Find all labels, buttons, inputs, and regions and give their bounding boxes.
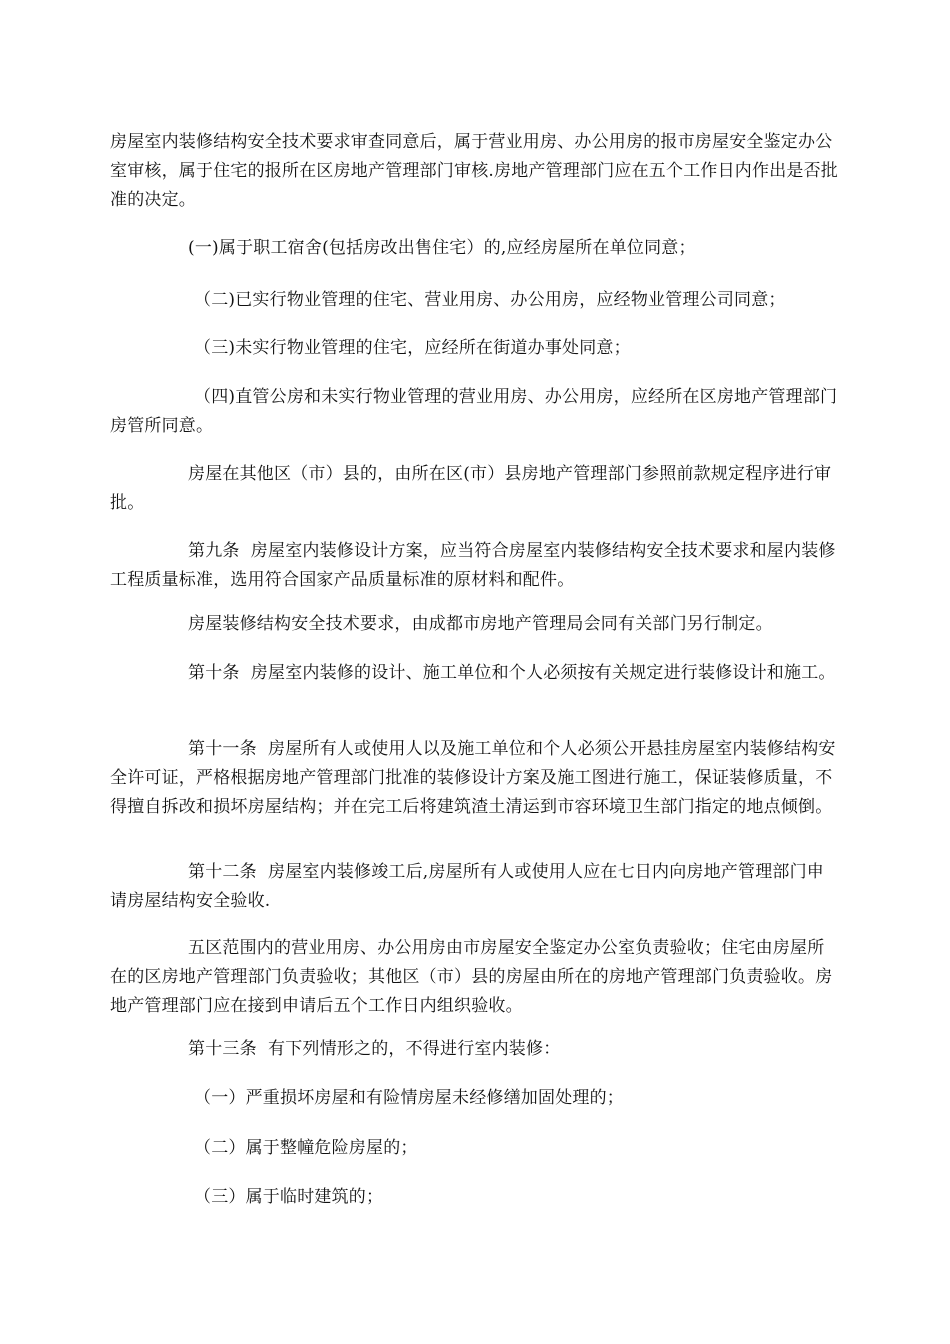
paragraph-article-11: 第十一条 房屋所有人或使用人以及施工单位和个人必须公开悬挂房屋室内装修结构安全许可证，严格根据房地产管理部门批准的装修设计方案及施工图进行施工，保证装修质量，不得擅自拆改和损坏房屋结构；并在完工后将建筑渣土清运到市容环境卫生部门指定的地点倾倒。	[110, 739, 836, 817]
paragraph-item-4: （四)直管公房和未实行物业管理的营业用房、办公用房，应经所在区房地产管理部门房管所同意。	[110, 387, 838, 436]
paragraph-article-10: 第十条 房屋室内装修的设计、施工单位和个人必须按有关规定进行装修设计和施工。	[188, 663, 836, 683]
paragraph-item-1: (一)属于职工宿舍(包括房改出售住宅）的,应经房屋所在单位同意；	[188, 238, 696, 258]
paragraph-item-2: （二)已实行物业管理的住宅、营业用房、办公用房，应经物业管理公司同意；	[194, 290, 786, 310]
paragraph-article-13: 第十三条 有下列情形之的，不得进行室内装修：	[188, 1039, 561, 1059]
paragraph-condition-3: （三）属于临时建筑的；	[194, 1187, 384, 1207]
paragraph-acceptance-responsibility: 五区范围内的营业用房、办公用房由市房屋安全鉴定办公室负责验收；住宅由房屋所在的区房地产管理部门负责验收；其他区（市）县的房屋由所在的房地产管理部门负责验收。房地产管理部门应在接到申请后五个工作日内组织验收。	[110, 938, 833, 1016]
paragraph-condition-1: （一）严重损坏房屋和有险情房屋未经修缮加固处理的；	[194, 1088, 624, 1108]
paragraph-item-3: （三)未实行物业管理的住宅，应经所在街道办事处同意；	[194, 338, 631, 358]
paragraph-structural-requirements: 房屋装修结构安全技术要求，由成都市房地产管理局会同有关部门另行制定。	[188, 614, 773, 634]
paragraph-condition-2: （二）属于整幢危险房屋的；	[194, 1138, 418, 1158]
paragraph-article-12: 第十二条 房屋室内装修竣工后,房屋所有人或使用人应在七日内向房地产管理部门申请房屋结构安全验收.	[110, 862, 825, 911]
paragraph-other-districts: 房屋在其他区（市）县的，由所在区(市）县房地产管理部门参照前款规定程序进行审批。	[110, 464, 832, 513]
paragraph-approval-intro: 房屋室内装修结构安全技术要求审查同意后，属于营业用房、办公用房的报市房屋安全鉴定办公室审核，属于住宅的报所在区房地产管理部门审核.房地产管理部门应在五个工作日内作出是否批准的决定。	[110, 132, 839, 210]
paragraph-article-9: 第九条 房屋室内装修设计方案，应当符合房屋室内装修结构安全技术要求和屋内装修工程质量标准，选用符合国家产品质量标准的原材料和配件。	[110, 541, 836, 590]
